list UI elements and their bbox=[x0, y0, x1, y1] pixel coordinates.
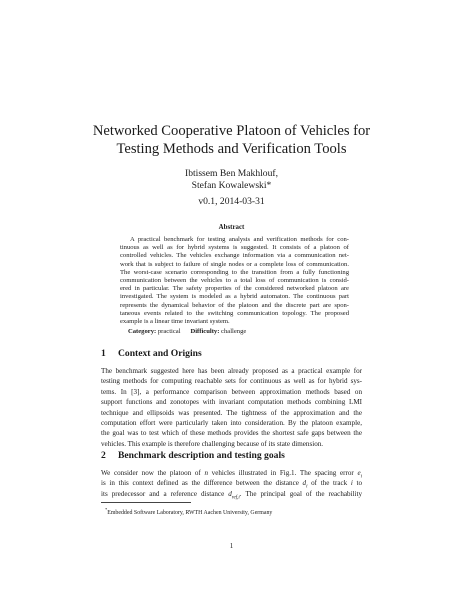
abstract-line-10: taneous events related to the switching communication topology. The proposed bbox=[120, 309, 349, 317]
section-1-line-3: tems. In [3], a performance comparison between approximation methods based on bbox=[101, 387, 362, 396]
abstract-body bbox=[120, 236, 349, 326]
section-2-line-1: We consider now the platoon of n vehicles illustrated in Fig.1. The spacing error $e_i$ bbox=[101, 469, 362, 480]
category-label: Category: bbox=[128, 328, 157, 335]
page-number: 1 bbox=[229, 542, 234, 550]
abstract-line-6: communication between the vehicles to a total loss of communication is consid- bbox=[120, 277, 349, 285]
section-2-heading bbox=[101, 450, 285, 461]
author-2: Stefan Kowalewski* bbox=[191, 179, 272, 191]
section-1-line-8: vehicles. This example is therefore challenging because of its state dimension. bbox=[101, 439, 324, 448]
abstract-line-11: example is a linear time invariant system. bbox=[120, 318, 230, 326]
section-1-line-2: testing methods for computing reachable sets for continuous as well as for hybrid sys- bbox=[101, 377, 362, 386]
abstract-line-9: represents the dynamical behavior of the platoon and the discrete part are spon- bbox=[120, 301, 349, 309]
category-value: practical bbox=[157, 328, 181, 335]
footnote bbox=[105, 506, 272, 517]
section-1-line-7: the goal was to test which of these methods provides the shortest safe gaps between the bbox=[101, 429, 362, 438]
section-2-line-3: its predecessor and a reference distance $d_{ref,i}$. The principal goal of the reachability bbox=[101, 489, 362, 501]
section-1-line-5: technique and ellipsoids was presented. The tightness of the approximation and the bbox=[101, 408, 362, 417]
abstract-line-7: ered in particular. The safety properties of the considered networked platoon are bbox=[120, 285, 349, 293]
category-difficulty-line bbox=[128, 328, 246, 336]
abstract-line-3: controlled vehicles. The vehicles exchange information via a communication net- bbox=[120, 252, 349, 260]
version-date: v0.1, 2014-03-31 bbox=[198, 196, 265, 207]
title-line-1: Networked Cooperative Platoon of Vehicles for bbox=[92, 123, 371, 139]
section-2-title: Benchmark description and testing goals bbox=[118, 450, 285, 461]
footnote-text: Embedded Software Laboratory, RWTH Aachen University, Germany bbox=[107, 509, 273, 516]
abstract-heading: Abstract bbox=[218, 224, 245, 231]
abstract-line-1: A practical benchmark for testing analysis and verification methods for con- bbox=[130, 236, 349, 243]
section-2-body bbox=[101, 468, 362, 499]
paper-title bbox=[60, 122, 403, 158]
author-list bbox=[60, 168, 403, 191]
difficulty-value: challenge bbox=[221, 328, 247, 335]
section-1-body bbox=[101, 366, 362, 449]
section-1-line-1: The benchmark suggested here has been already proposed as a practical example for bbox=[101, 367, 362, 375]
abstract-line-8: investigated. The system is modeled as a hybrid automaton. The continuous part bbox=[120, 293, 349, 301]
section-2-line-2: is in this context defined as the difference between the distance $d_i$ of the track i to bbox=[101, 479, 362, 490]
abstract-line-2: tinuous as well as for hybrid systems is suggested. It consists of a platoon of bbox=[120, 244, 349, 252]
section-1-heading bbox=[101, 348, 202, 359]
section-2-number: 2 bbox=[101, 450, 106, 461]
section-1-title: Context and Origins bbox=[118, 348, 202, 359]
footnote-rule bbox=[101, 502, 191, 503]
section-1-line-4: support functions and zonotopes with invariant computation methods combining LMI bbox=[101, 398, 362, 407]
section-1-line-6: computation effort were particularly taken into consideration. By the platoon example, bbox=[101, 418, 362, 427]
abstract-line-4: work that is subject to failure of single nodes or a complete loss of communication. bbox=[120, 260, 349, 268]
title-line-2: Testing Methods and Verification Tools bbox=[116, 141, 347, 157]
footnote-mark: * bbox=[105, 507, 108, 512]
difficulty-label: Difficulty: bbox=[190, 328, 220, 335]
section-1-number: 1 bbox=[101, 348, 106, 359]
abstract-line-5: The worst-case scenario corresponding to the transition from a fully functioning bbox=[120, 268, 349, 276]
author-1: Ibtissem Ben Makhlouf, bbox=[185, 168, 278, 179]
